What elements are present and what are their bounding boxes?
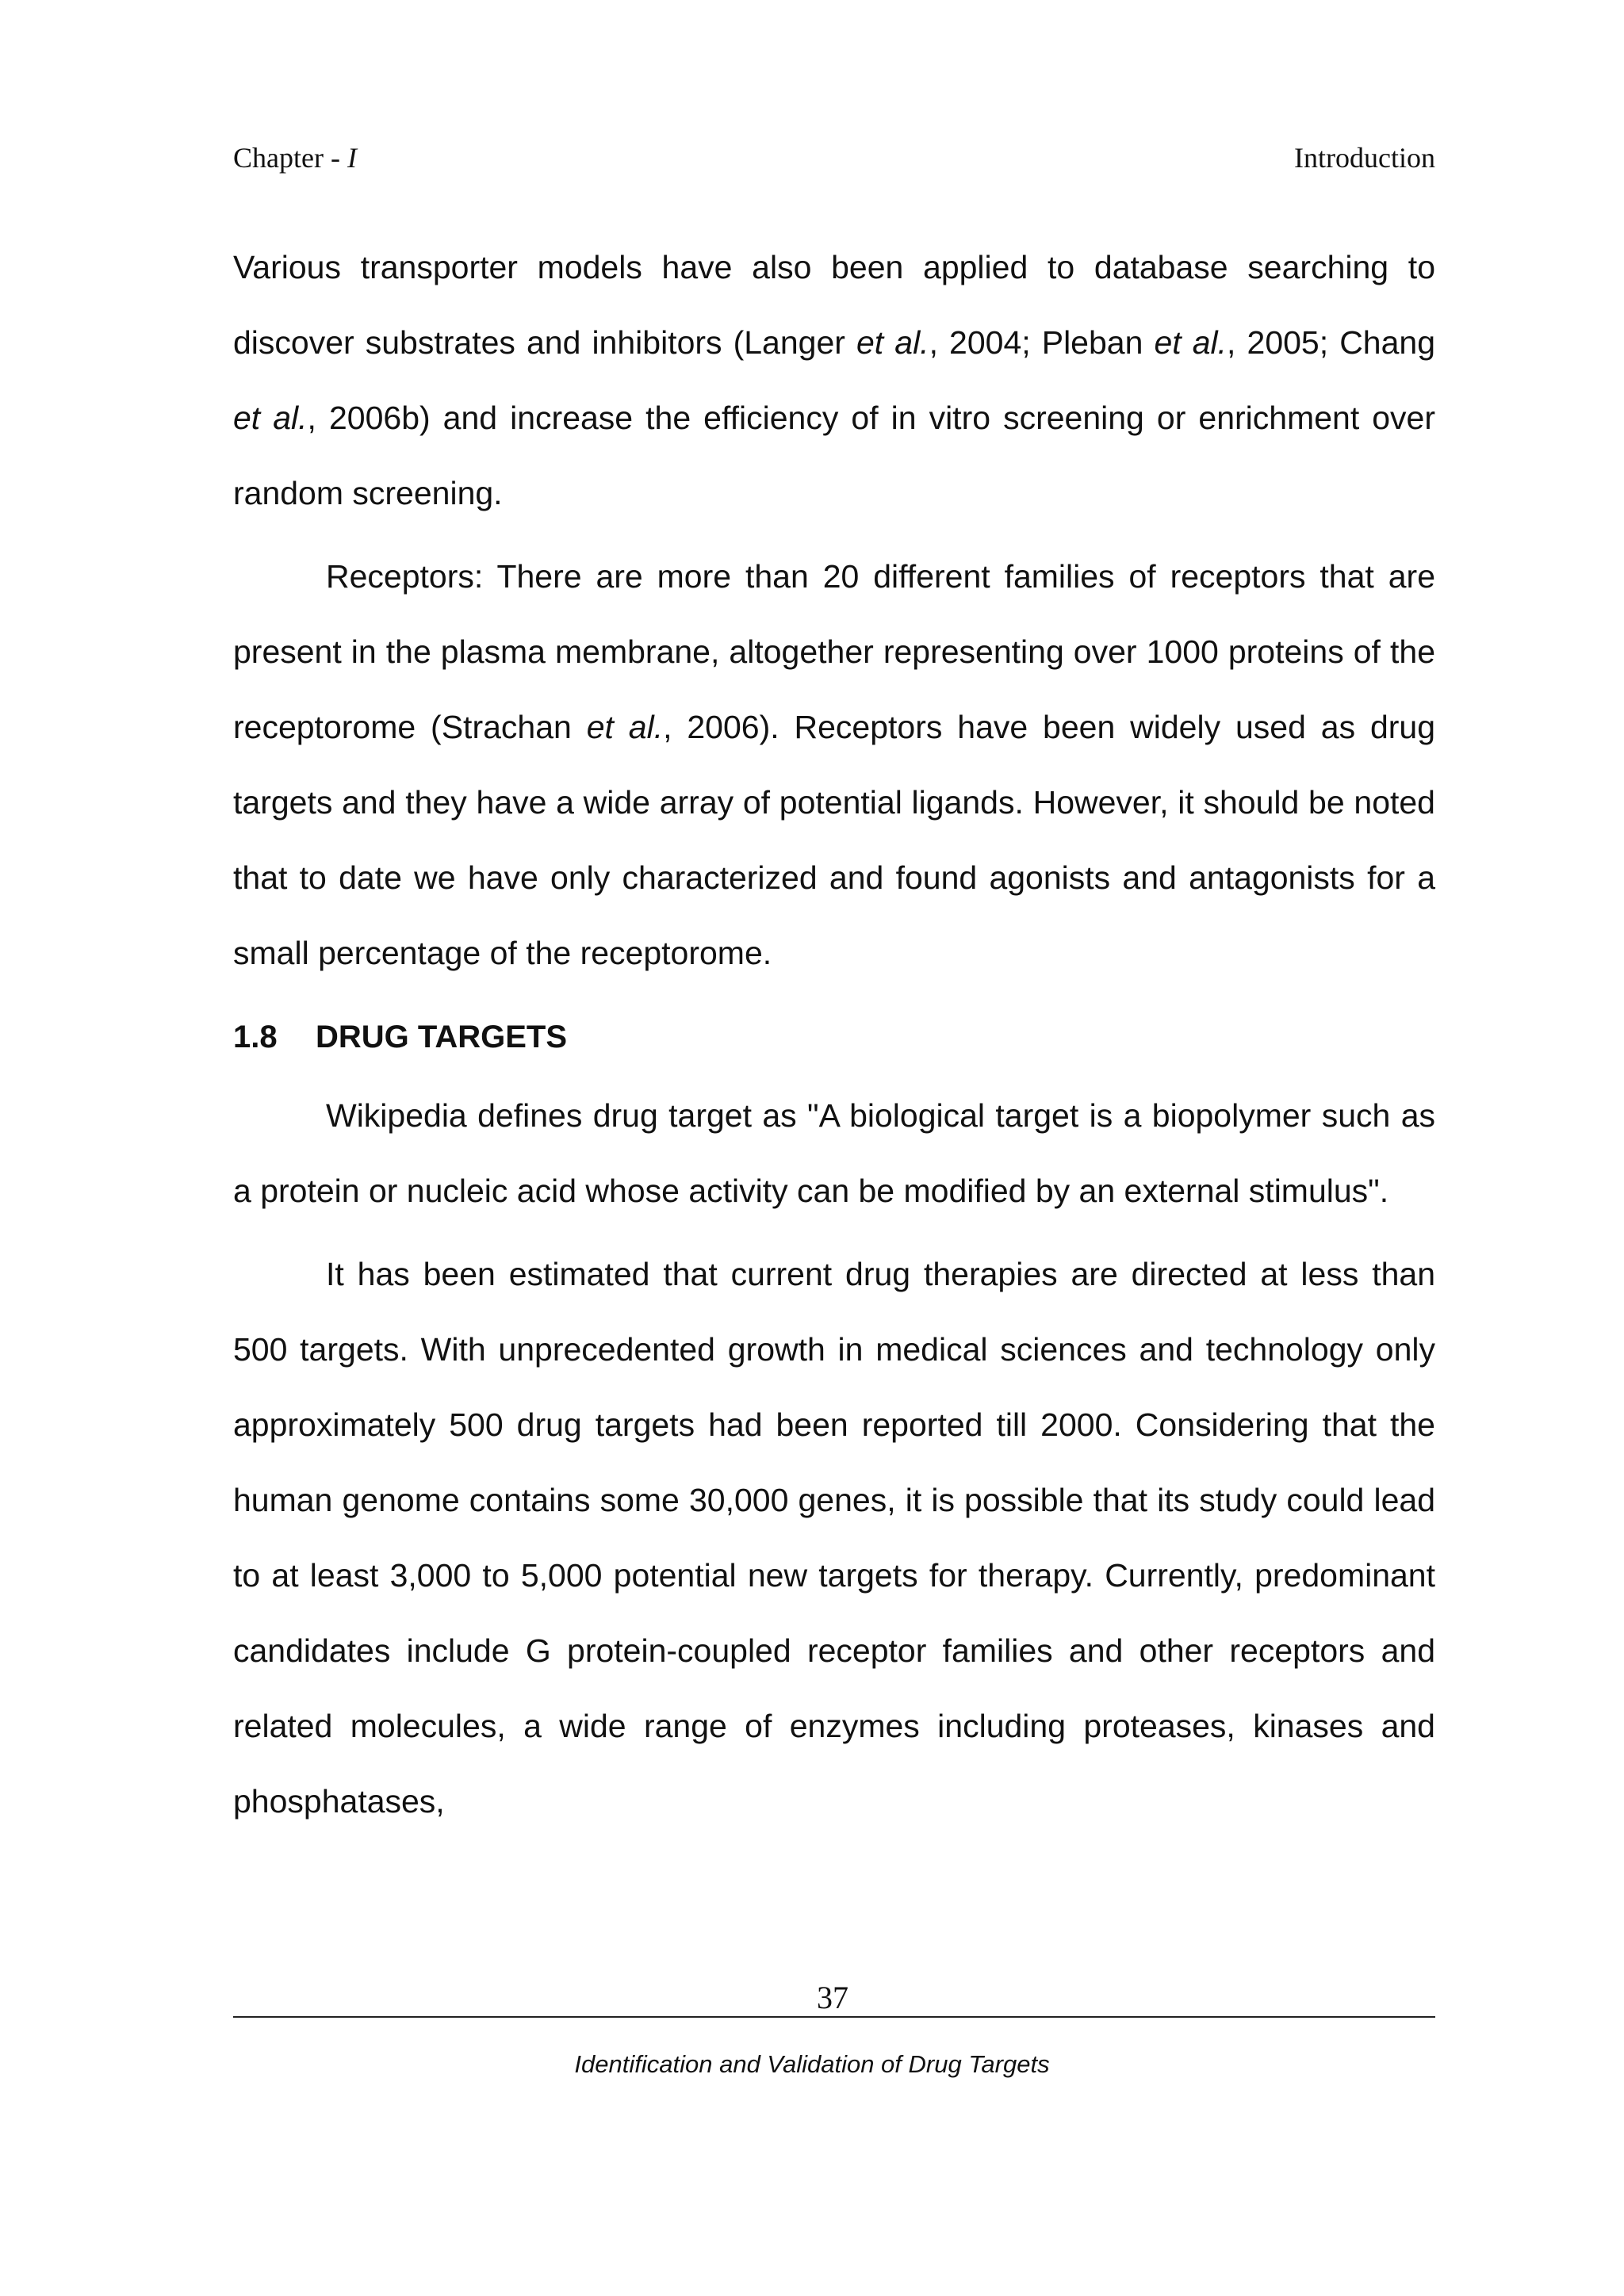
p2-text-2: , 2006). Receptors have been widely used as drug targets and they have a wide array of potential ligands. However, it should be noted that to date we have only characterized and found agonists and antagonists for a small percentage of the receptorome. [233, 709, 1436, 971]
p1-text-3: , 2005; Chang [1227, 324, 1436, 361]
section-title: DRUG TARGETS [316, 1020, 568, 1054]
p1-etal-2: et al. [1154, 324, 1228, 361]
p1-etal-1: et al. [856, 324, 929, 361]
footer-book-title: Identification and Validation of Drug Targets [574, 2050, 1050, 2078]
chapter-label [233, 141, 357, 174]
p1-text-2: , 2004; Pleban [929, 324, 1155, 361]
page-number: 37 [817, 1980, 848, 2015]
p1-etal-3: et al. [233, 400, 308, 436]
section-title-header: Introduction [1294, 142, 1435, 174]
paragraph-wikipedia-definition: Wikipedia defines drug target as "A biological target is a biopolymer such as a protein or nucleic acid whose activity can be modified by an external stimulus". [233, 1097, 1435, 1209]
chapter-numeral: I [347, 142, 357, 174]
running-header [233, 141, 1435, 181]
paragraph-receptors [233, 539, 1435, 991]
p1-text-4: , 2006b) and increase the efficiency of in vitro screening or enrichment over random screening. [233, 400, 1436, 511]
section-heading [233, 1005, 1435, 1069]
p2-etal-1: et al. [586, 709, 664, 745]
section-number: 1.8 [233, 1020, 278, 1054]
paragraph-transporter-models [233, 230, 1435, 531]
p2-text-1: Receptors: There are more than 20 different families of receptors that are present in the plasma membrane, altogether representing over 1000 proteins of the receptorome (Strachan [233, 558, 1435, 745]
p1-text-1: Various transporter models have also been applied to database searching to discover substrates and inhibitors (Langer [233, 249, 1435, 361]
footer-divider [233, 2016, 1435, 2018]
chapter-label-text: Chapter - [233, 142, 347, 174]
page-body [233, 230, 1435, 1839]
paragraph-drug-target-estimates: It has been estimated that current drug therapies are directed at less than 500 targets. With unprecedented growth in medical sciences and technology only approximately 500 drug targets had been reported till 2000. Considering that the human genome contains some 30,000 genes, it is possible that its study could lead to at least 3,000 to 5,000 potential new targets for therapy. Currently, predominant candidates include G protein-coupled receptor families and other receptors and related molecules, a wide range of enzymes including proteases, kinases and phosphatases, [233, 1256, 1435, 1820]
